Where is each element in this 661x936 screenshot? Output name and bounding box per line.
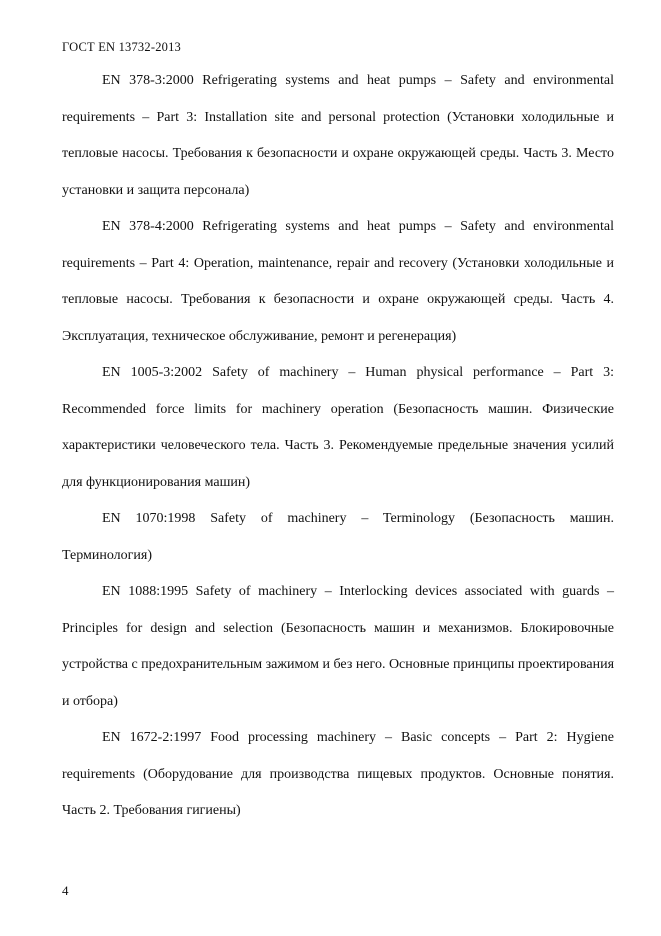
document-header: ГОСТ EN 13732-2013 xyxy=(62,40,181,54)
reference-en-1088: EN 1088:1995 Safety of machinery – Interlocking devices associated with guards – Principles for design and selection (Безопасность машин и механизмов. Блокировочные устройства с предохранительным зажимом и без него. Основные принципы проектирования и отбора) xyxy=(62,584,615,709)
reference-en-1005-3: EN 1005-3:2002 Safety of machinery – Human physical performance – Part 3: Recommended force limits for machinery operation (Безопасность машин. Физические характеристики человеческого тела. Часть 3. Рекомендуемые предельные значения усилий для функционирования машин) xyxy=(62,365,614,490)
page-number: 4 xyxy=(62,883,69,898)
reference-en-1070: EN 1070:1998 Safety of machinery – Terminology (Безопасность машин. Терминология) xyxy=(62,511,614,563)
reference-en-378-3: EN 378-3:2000 Refrigerating systems and heat pumps – Safety and environmental requirements – Part 3: Installation site and personal protection (Установки холодильные и тепловые насосы. Требования к безопасности и охране окружающей среды. Часть 3. Место установки и защита персонала) xyxy=(62,73,614,198)
reference-en-378-4: EN 378-4:2000 Refrigerating systems and heat pumps – Safety and environmental requirements – Part 4: Operation, maintenance, repair and recovery (Установки холодильные и тепловые насосы. Требования к безопасности и охране окружающей среды. Часть 4. Эксплуатация, техническое обслуживание, ремонт и регенерация) xyxy=(62,219,614,344)
normative-references-list xyxy=(62,63,614,830)
reference-en-1672-2: EN 1672-2:1997 Food processing machinery – Basic concepts – Part 2: Hygiene requirements (Оборудование для производства пищевых продуктов. Основные понятия. Часть 2. Требования гигиены) xyxy=(62,730,614,818)
